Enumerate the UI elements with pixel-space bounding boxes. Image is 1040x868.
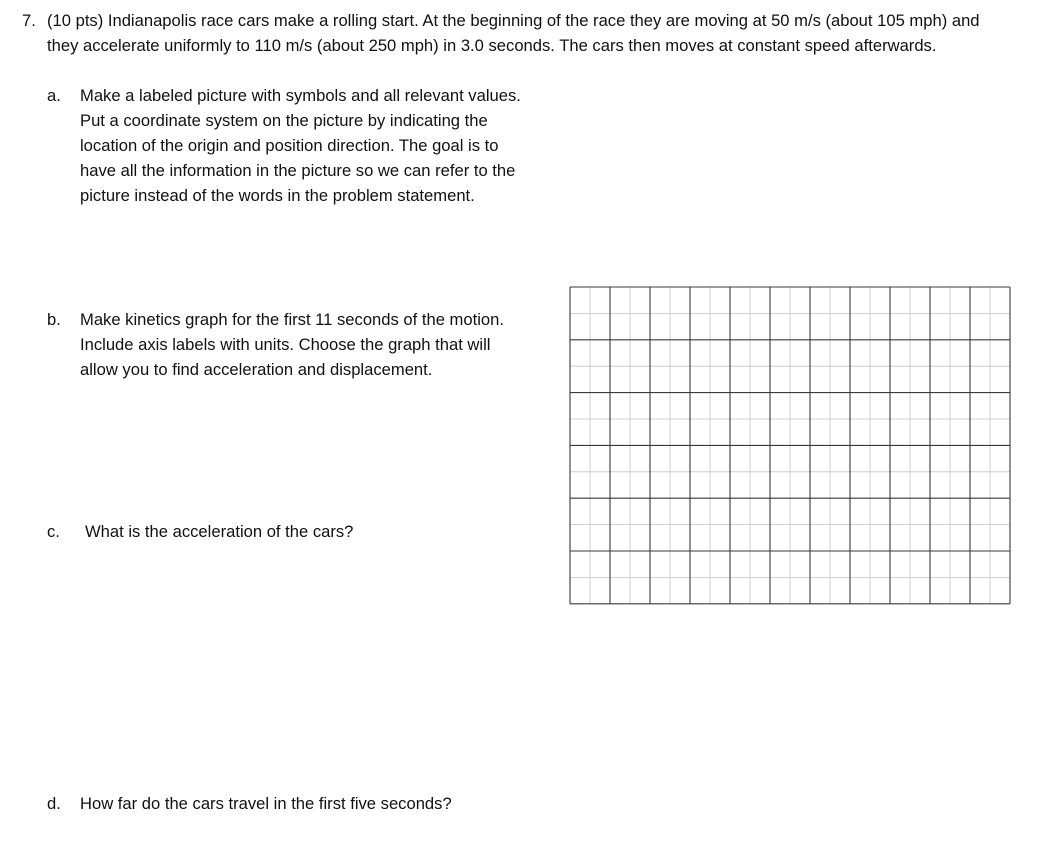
part-d-letter: d. bbox=[47, 794, 61, 813]
part-a-letter: a. bbox=[47, 86, 61, 105]
part-b-letter: b. bbox=[47, 310, 61, 329]
problem-statement: (10 pts) Indianapolis race cars make a rolling start. At the beginning of the race they are moving at 50 m/s (about 105 mph) and they accelerate uniformly to 110 m/s (about 250 mph) in 3.0 seconds. The cars then moves at constant speed afterwards. bbox=[47, 11, 980, 55]
part-c-text: What is the acceleration of the cars? bbox=[85, 522, 354, 541]
problem-number: 7. bbox=[22, 11, 36, 30]
blank-graph-grid bbox=[568, 285, 1014, 607]
part-d-text: How far do the cars travel in the first five seconds? bbox=[80, 794, 452, 813]
part-a-text: Make a labeled picture with symbols and all relevant values. Put a coordinate system on the picture by indicating the location of the origin and position direction. The goal is to have all the information in the picture so we can refer to the picture instead of the words in the problem statement. bbox=[80, 86, 521, 205]
part-c-letter: c. bbox=[47, 522, 60, 541]
part-b-text: Make kinetics graph for the first 11 seconds of the motion. Include axis labels with units. Choose the graph that will allow you to find acceleration and displacement. bbox=[80, 310, 504, 379]
